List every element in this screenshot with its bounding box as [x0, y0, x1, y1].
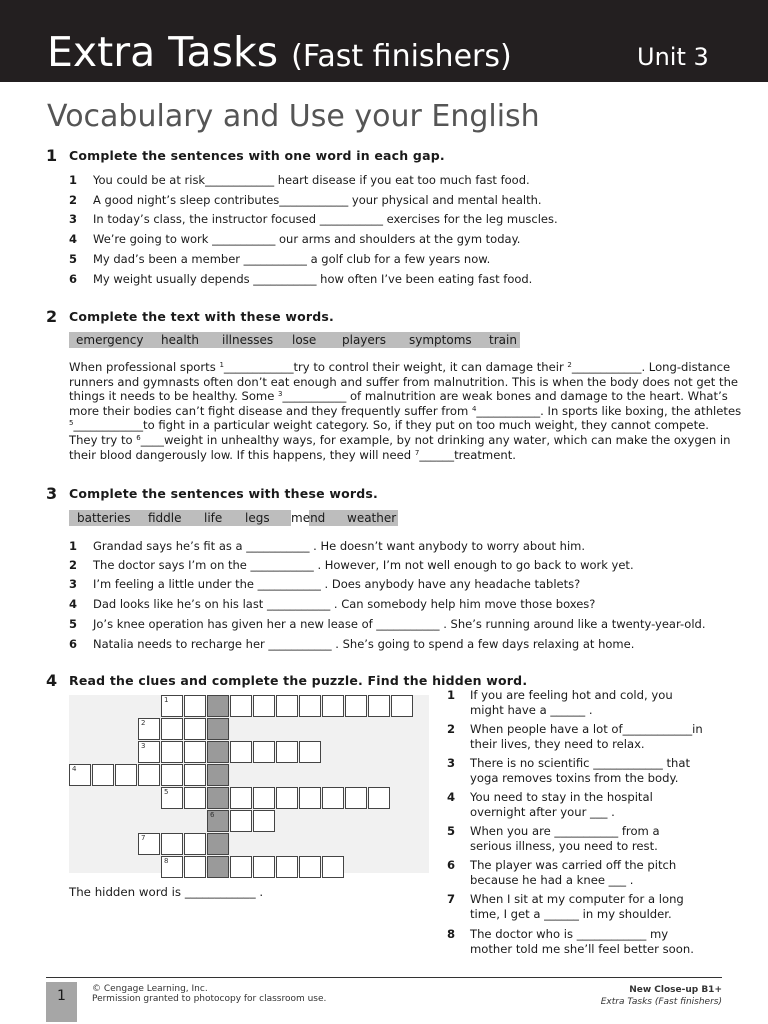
crossword-cell — [92, 764, 114, 786]
item-text: You could be at risk____________ heart disease if you eat too much fast food. — [93, 173, 530, 187]
exercise-1-number: 1 — [46, 146, 58, 165]
word-box-item: symptoms — [409, 333, 472, 347]
crossword-clue-number: 3 — [141, 742, 146, 750]
clue-text: The player was carried off the pitch because he had a knee ___ . — [470, 858, 677, 887]
crossword-cell — [299, 695, 321, 717]
crossword-cell — [207, 833, 229, 855]
ex3-item — [69, 637, 634, 651]
ex3-item — [69, 577, 580, 591]
item-text: Grandad says he’s fit as a ___________ . He doesn’t want anybody to worry about him. — [93, 539, 586, 553]
item-text: A good night’s sleep contributes____________ your physical and mental health. — [93, 193, 542, 207]
crossword-cell — [276, 787, 298, 809]
exercise-4-instruction: Read the clues and complete the puzzle. Find the hidden word. — [69, 673, 528, 688]
clue — [447, 688, 727, 718]
crossword-cell — [138, 833, 160, 855]
crossword-cell — [207, 695, 229, 717]
item-text: My weight usually depends ___________ how often I’ve been eating fast food. — [93, 272, 533, 286]
item-text: Jo’s knee operation has given her a new lease of ___________ . She’s running around like a twenty-year-old. — [93, 617, 706, 631]
word-box-item: legs — [245, 511, 270, 525]
crossword-cell — [161, 856, 183, 878]
ex1-item — [69, 193, 542, 207]
clue-text: There is no scientific ____________ that yoga removes toxins from the body. — [470, 756, 691, 785]
clue — [447, 824, 727, 854]
item-text: The doctor says I’m on the ___________ . However, I’m not well enough to go back to work yet. — [93, 558, 634, 572]
crossword-clue-number: 5 — [164, 788, 169, 796]
ex3-item — [69, 617, 706, 631]
ex1-item — [69, 252, 490, 266]
crossword-cell — [253, 810, 275, 832]
crossword-cell — [322, 695, 344, 717]
crossword-cell — [299, 741, 321, 763]
word-box — [69, 332, 520, 348]
crossword-clue-number: 8 — [164, 857, 169, 865]
crossword-cell — [207, 810, 229, 832]
title-main: Extra Tasks — [47, 28, 279, 76]
crossword-cell — [299, 787, 321, 809]
clue — [447, 756, 727, 786]
crossword-clue-number: 2 — [141, 719, 146, 727]
crossword-cell — [138, 718, 160, 740]
footer-book-info: New Close-up B1+ Extra Tasks (Fast finishers) — [600, 985, 722, 1007]
clue — [447, 927, 727, 957]
crossword-cell — [184, 856, 206, 878]
crossword-cell — [161, 695, 183, 717]
title-subtitle: (Fast finishers) — [291, 39, 512, 74]
crossword-cell — [322, 787, 344, 809]
crossword-cell — [230, 741, 252, 763]
item-text: Natalia needs to recharge her ___________ . She’s going to spend a few days relaxing at home. — [93, 637, 635, 651]
crossword-cell — [253, 856, 275, 878]
footer-divider — [46, 977, 722, 978]
section-title: Vocabulary and Use your English — [47, 99, 540, 134]
clue-number: 2 — [447, 722, 456, 736]
exercise-2-instruction: Complete the text with these words. — [69, 309, 334, 324]
clue-number: 5 — [447, 824, 456, 838]
item-number: 2 — [69, 193, 78, 207]
word-box-item: lose — [292, 333, 317, 347]
page-number: 1 — [46, 982, 77, 1022]
word-box-item: life — [204, 511, 223, 525]
item-number: 2 — [69, 558, 78, 572]
crossword-cell — [253, 741, 275, 763]
crossword-cell — [276, 741, 298, 763]
exercise-1-instruction: Complete the sentences with one word in each gap. — [69, 148, 445, 163]
clue-number: 6 — [447, 858, 456, 872]
hidden-word-line: The hidden word is ____________ . — [69, 885, 264, 899]
word-box-item: train — [489, 333, 517, 347]
clue-number: 1 — [447, 688, 456, 702]
crossword-cell — [184, 741, 206, 763]
crossword-cell — [391, 695, 413, 717]
word-box-item: emergency — [76, 333, 144, 347]
item-number: 3 — [69, 577, 78, 591]
item-number: 5 — [69, 252, 78, 266]
ex3-item — [69, 597, 595, 611]
word-box-item: weather — [347, 511, 397, 525]
crossword-clue-number: 6 — [210, 811, 215, 819]
crossword-cell — [207, 856, 229, 878]
crossword-cell — [184, 764, 206, 786]
exercise-2-number: 2 — [46, 307, 58, 326]
crossword-cell — [161, 764, 183, 786]
crossword-cell — [368, 695, 390, 717]
exercise-3-number: 3 — [46, 484, 58, 503]
crossword-cell — [230, 810, 252, 832]
clue-text: When I sit at my computer for a long time, I get a ______ in my shoulder. — [470, 892, 684, 921]
crossword-cell — [299, 856, 321, 878]
crossword-cell — [161, 833, 183, 855]
ex1-item — [69, 272, 532, 286]
item-text: My dad’s been a member ___________ a golf club for a few years now. — [93, 252, 491, 266]
crossword-cell — [138, 764, 160, 786]
exercise-2-text — [69, 360, 742, 462]
text-line: $^5$____________to fight in a particular weight category. So, if they put on too much weight, they cannot compete. — [69, 418, 709, 433]
word-box — [69, 510, 398, 526]
word-box-item: mend — [291, 511, 326, 525]
crossword-clue-number: 4 — [72, 765, 77, 773]
crossword-cell — [276, 695, 298, 717]
clue — [447, 892, 727, 922]
word-box-item: health — [161, 333, 199, 347]
clue-number: 3 — [447, 756, 456, 770]
clue-text: The doctor who is ____________ my mother told me she’ll feel better soon. — [470, 927, 694, 956]
item-number: 1 — [69, 173, 78, 187]
crossword-cell — [207, 787, 229, 809]
clue-number: 7 — [447, 892, 456, 906]
crossword-cell — [138, 741, 160, 763]
item-number: 6 — [69, 637, 78, 651]
word-box-item: fiddle — [148, 511, 182, 525]
crossword-cell — [207, 741, 229, 763]
ex1-item — [69, 212, 558, 226]
crossword-cell — [207, 764, 229, 786]
text-line: runners and gymnasts often don’t eat enough and suffer from malnutrition. This is when the body does not get the — [69, 374, 739, 389]
item-number: 4 — [69, 232, 78, 246]
ex3-item — [69, 539, 585, 553]
item-number: 1 — [69, 539, 78, 553]
clue — [447, 722, 727, 752]
text-line: things it needs to be healthy. Some $^3$___________ of malnutrition are weak bones and damage to the heart. What’s — [69, 389, 728, 404]
exercise-4-number: 4 — [46, 671, 58, 690]
crossword-cell — [276, 856, 298, 878]
clue-number: 8 — [447, 927, 456, 941]
ex1-item — [69, 232, 520, 246]
text-line: their blood dangerously low. If this happens, they will need $^7$______treatment. — [69, 447, 516, 462]
item-text: We’re going to work ___________ our arms and shoulders at the gym today. — [93, 232, 521, 246]
item-text: In today’s class, the instructor focused ___________ exercises for the leg muscles. — [93, 212, 558, 226]
crossword-cell — [115, 764, 137, 786]
crossword-cell — [69, 764, 91, 786]
word-box-item: players — [342, 333, 386, 347]
item-number: 5 — [69, 617, 78, 631]
ex3-item — [69, 558, 634, 572]
crossword-cell — [184, 833, 206, 855]
clue — [447, 858, 727, 888]
item-number: 3 — [69, 212, 78, 226]
crossword-cell — [345, 695, 367, 717]
crossword-cell — [161, 718, 183, 740]
crossword-cell — [161, 741, 183, 763]
text-line: They try to $^6$____weight in unhealthy ways, for example, by not drinking any water, which can make the oxygen in — [69, 432, 731, 447]
crossword-cell — [253, 695, 275, 717]
clue-text: When you are ___________ from a serious illness, you need to rest. — [470, 824, 660, 853]
unit-label: Unit 3 — [637, 43, 709, 71]
word-box-item: illnesses — [222, 333, 274, 347]
item-number: 4 — [69, 597, 78, 611]
crossword-cell — [345, 787, 367, 809]
footer-copyright: © Cengage Learning, Inc. Permission granted to photocopy for classroom use. — [92, 984, 327, 1004]
clue — [447, 790, 727, 820]
crossword-clue-number: 1 — [164, 696, 169, 704]
page-header — [0, 0, 768, 82]
item-text: I’m feeling a little under the ___________ . Does anybody have any headache tablets? — [93, 577, 581, 591]
clue-text: When people have a lot of____________in their lives, they need to relax. — [470, 722, 703, 751]
crossword-cell — [207, 718, 229, 740]
crossword-cell — [368, 787, 390, 809]
crossword-cell — [253, 787, 275, 809]
word-box-item: batteries — [77, 511, 131, 525]
item-text: Dad looks like he’s on his last ___________ . Can somebody help him move those boxes? — [93, 597, 596, 611]
clue-number: 4 — [447, 790, 456, 804]
crossword-grid — [69, 695, 429, 873]
text-line: more their bodies can’t fight disease and they frequently suffer from $^4$___________. In sports like boxing, the athletes — [69, 403, 742, 418]
exercise-3-instruction: Complete the sentences with these words. — [69, 486, 378, 501]
crossword-cell — [184, 787, 206, 809]
page-title — [47, 28, 512, 81]
clue-text: If you are feeling hot and cold, you might have a ______ . — [470, 688, 673, 717]
clue-text: You need to stay in the hospital overnight after your ___ . — [470, 790, 653, 819]
ex1-item — [69, 173, 530, 187]
text-line: When professional sports $^1$____________try to control their weight, it can damage their $^2$____________. Long-distance — [69, 360, 731, 374]
crossword-cell — [322, 856, 344, 878]
item-number: 6 — [69, 272, 78, 286]
crossword-cell — [184, 718, 206, 740]
crossword-clue-number: 7 — [141, 834, 146, 842]
crossword-cell — [230, 856, 252, 878]
crossword-cell — [184, 695, 206, 717]
crossword-cell — [230, 695, 252, 717]
crossword-cell — [161, 787, 183, 809]
crossword-cell — [230, 787, 252, 809]
